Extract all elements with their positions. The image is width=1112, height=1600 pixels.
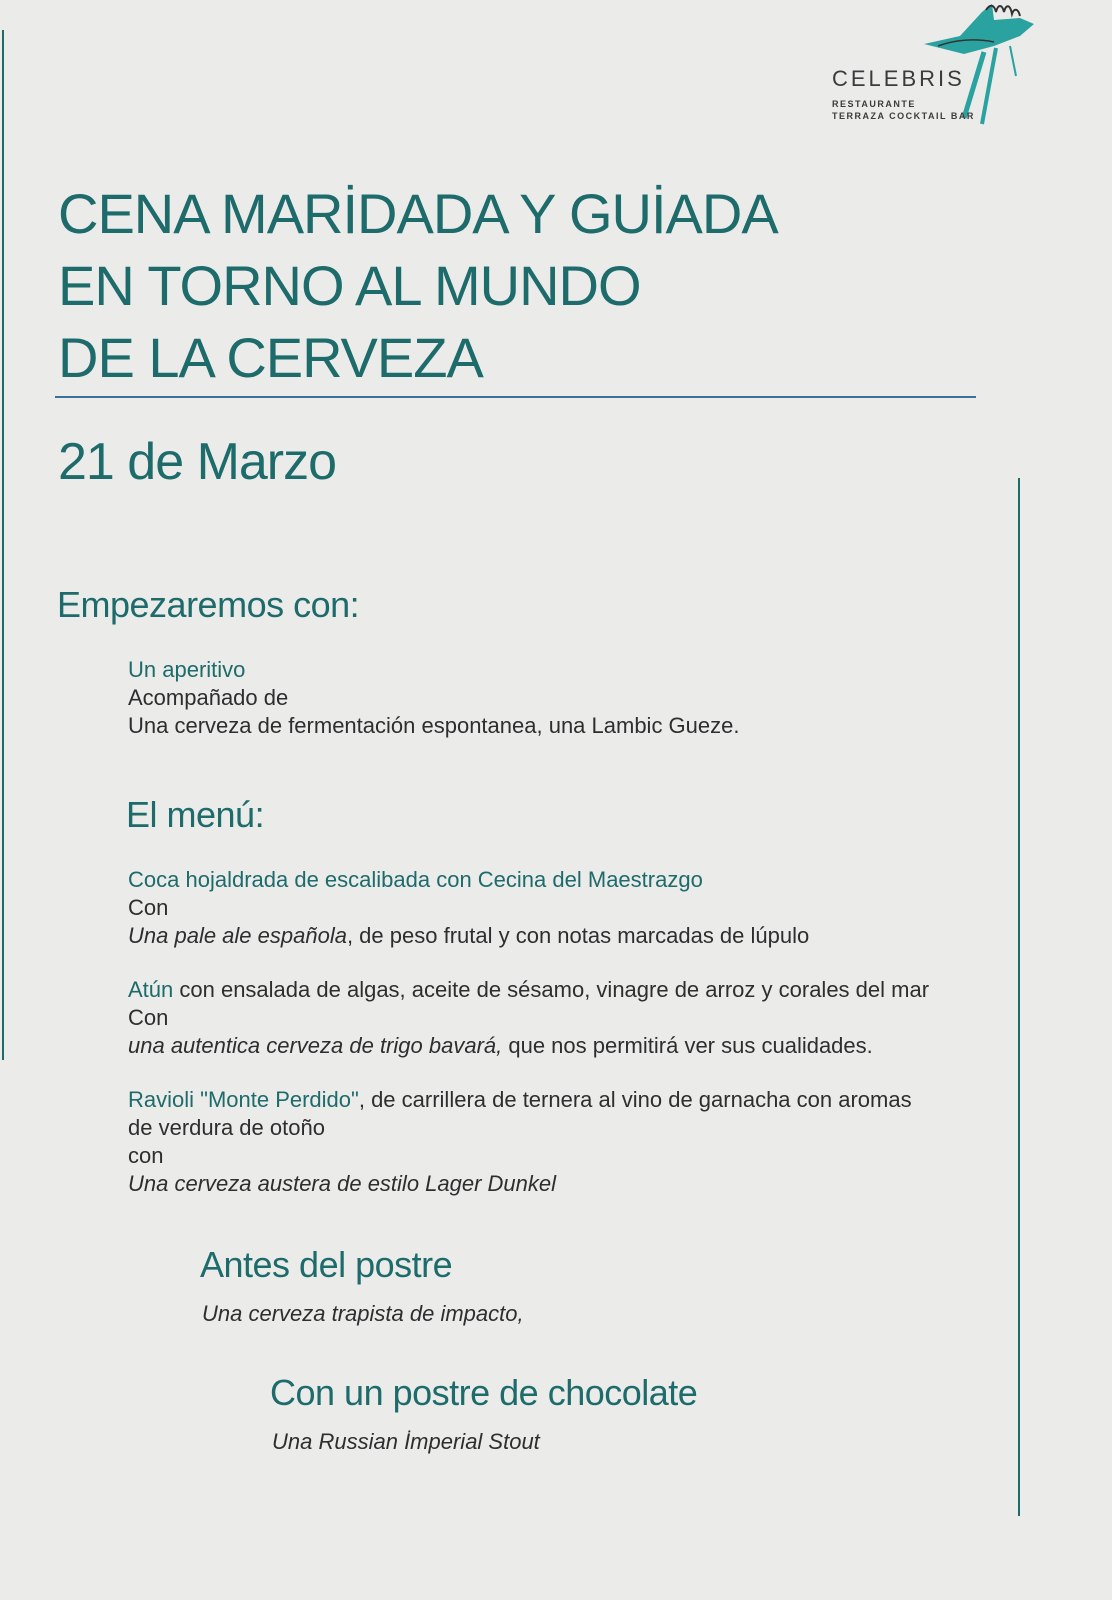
dish-2-line: [128, 976, 929, 1004]
menu-dish-1: [128, 866, 809, 950]
brand-subtitle-terrace: TERRAZA COCKTAIL BAR: [832, 111, 975, 121]
brand-name: CELEBRIS: [832, 66, 965, 91]
dessert-section: [272, 1428, 540, 1456]
dish-3-description: , de carrillera de ternera al vino de garnacha con aromas: [358, 1087, 912, 1112]
dish-2-beer: [128, 1032, 929, 1060]
menu-dish-3: [128, 1086, 912, 1198]
dish-1-beer-style: Una pale ale española: [128, 923, 347, 948]
title-divider: [55, 396, 976, 398]
pre-dessert-beer: Una cerveza trapista de impacto,: [202, 1301, 524, 1326]
dish-1-name: Coca hojaldrada de escalibada con Cecina del Maestrazgo: [128, 867, 703, 892]
left-border-line: [2, 30, 4, 1060]
dish-2-with: Con: [128, 1005, 169, 1030]
title-line-1: CENA MARİDADA Y GUİADA: [58, 182, 778, 245]
event-date: 21 de Marzo: [58, 433, 337, 491]
dessert-heading: Con un postre de chocolate: [270, 1372, 698, 1413]
dish-2-beer-notes: que nos permitirá ver sus cualidades.: [502, 1033, 873, 1058]
dish-2-beer-style: una autentica cerveza de trigo bavará,: [128, 1033, 503, 1058]
starter-item: Un aperitivo: [128, 657, 246, 682]
title-line-3: DE LA CERVEZA: [58, 326, 483, 389]
menu-dish-2: [128, 976, 929, 1060]
brand-logo: [828, 0, 1112, 130]
dish-3-beer: Una cerveza austera de estilo Lager Dunkel: [128, 1171, 557, 1196]
dish-1-with: Con: [128, 895, 169, 920]
starter-with: Acompañado de: [128, 685, 289, 710]
menu-heading: El menú:: [126, 794, 265, 835]
brand-subtitle-restaurant: RESTAURANTE: [832, 99, 916, 109]
title-line-2: EN TORNO AL MUNDO: [58, 254, 641, 317]
dish-3-with: con: [128, 1143, 164, 1168]
dish-3-name: Ravioli "Monte Perdido": [128, 1087, 359, 1112]
pre-dessert-heading: Antes del postre: [200, 1244, 453, 1285]
dish-1-beer-notes: , de peso frutal y con notas marcadas de lúpulo: [346, 923, 810, 948]
dessert-beer: Una Russian İmperial Stout: [272, 1429, 540, 1454]
dish-2-description: con ensalada de algas, aceite de sésamo, vinagre de arroz y corales del mar: [173, 977, 930, 1002]
page-title: [58, 178, 778, 394]
starter-beer: Una cerveza de fermentación espontanea, una Lambic Gueze.: [128, 713, 740, 738]
dish-3-line: [128, 1086, 912, 1114]
dish-3-description-line-2: de verdura de otoño: [128, 1115, 325, 1140]
dish-1-beer: [128, 922, 809, 950]
right-border-line: [1018, 478, 1020, 1516]
starter-section: [128, 656, 740, 740]
pre-dessert-section: [202, 1300, 524, 1328]
dish-2-name: Atún: [128, 977, 174, 1002]
starter-heading: Empezaremos con:: [57, 584, 360, 625]
